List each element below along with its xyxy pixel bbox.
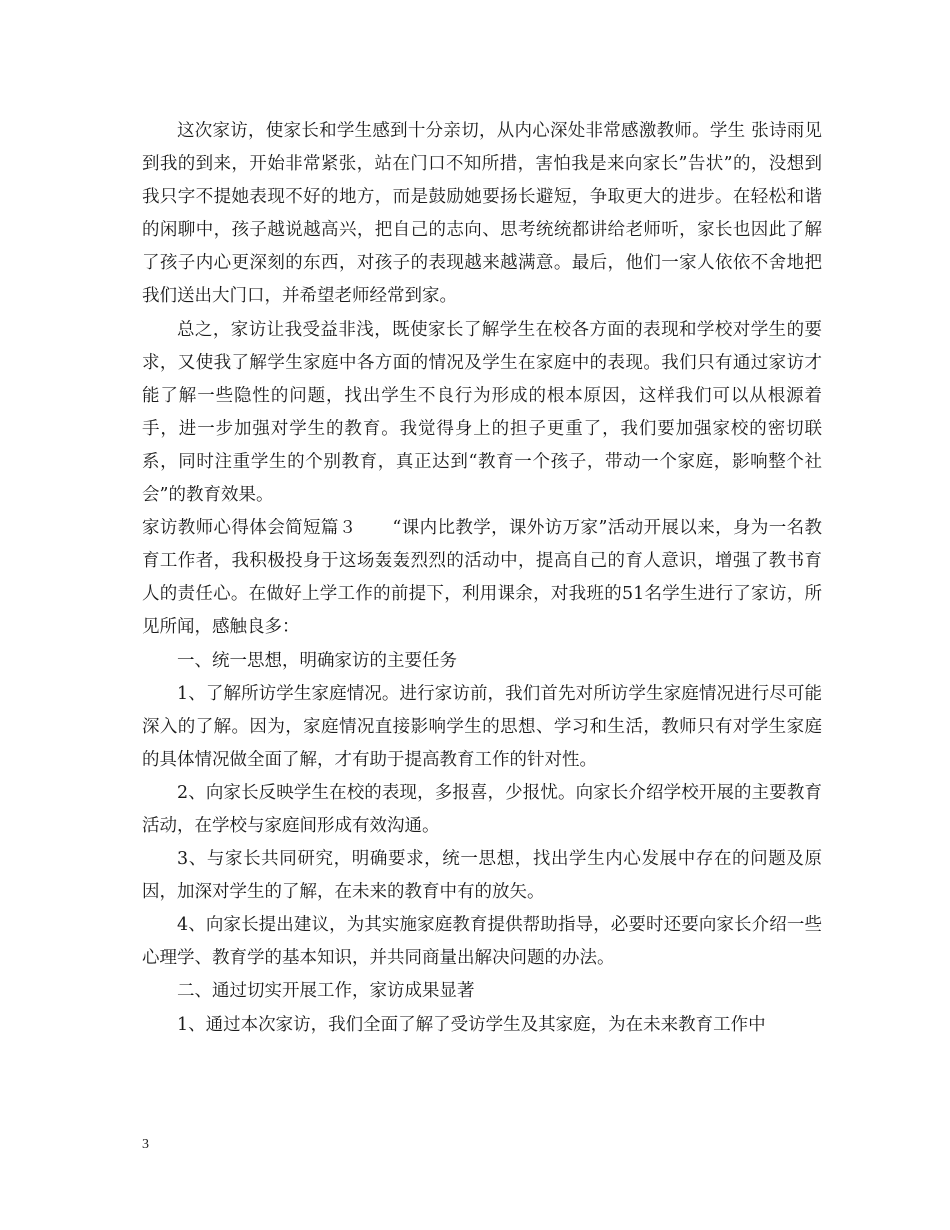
paragraph-item-2: 2、向家长反映学生在校的表现，多报喜，少报忧。向家长介绍学校开展的主要教育活动，在学校与家庭间形成有效沟通。 <box>142 782 822 836</box>
paragraph-results-1: 1、通过本次家访，我们全面了解了受访学生及其家庭，为在未来教育工作中 <box>177 1014 766 1035</box>
page-number: 3 <box>142 1137 149 1152</box>
section-heading-1: 一、统一思想，明确家访的主要任务 <box>177 650 457 671</box>
paragraph-item-4: 4、向家长提出建议，为其实施家庭教育提供帮助指导，必要时还要向家长介绍一些心理学、教育学的基本知识，并共同商量出解决问题的办法。 <box>142 915 822 969</box>
paragraph-section-3-intro: 家访教师心得体会简短篇３ “课内比教学，课外访万家”活动开展以来，身为一名教育工作者，我积极投身于这场轰轰烈烈的活动中，提高自己的育人意识，增强了教书育人的责任心。在做好上学工作的前提下，利用课余，对我班的51名学生进行了家访，所见所闻，感触良多： <box>142 518 822 638</box>
section-heading-2: 二、通过切实开展工作，家访成果显著 <box>177 981 475 1002</box>
paragraph-item-1: 1、了解所访学生家庭情况。进行家访前，我们首先对所访学生家庭情况进行尽可能深入的了解。因为，家庭情况直接影响学生的思想、学习和生活，教师只有对学生家庭的具体情况做全面了解，才有助于提高教育工作的针对性。 <box>142 683 822 770</box>
paragraph-summary: 总之，家访让我受益非浅，既使家长了解学生在校各方面的表现和学校对学生的要求，又使我了解学生家庭中各方面的情况及学生在家庭中的表现。我们只有通过家访才能了解一些隐性的问题，找出学生不良行为形成的根本原因，这样我们可以从根源着手，进一步加强对学生的教育。我觉得身上的担子更重了，我们要加强家校的密切联系，同时注重学生的个别教育，真正达到“教育一个孩子，带动一个家庭，影响整个社会”的教育效果。 <box>142 319 822 506</box>
paragraph-item-3: 3、与家长共同研究，明确要求，统一思想，找出学生内心发展中存在的问题及原因，加深对学生的了解，在未来的教育中有的放矢。 <box>142 849 822 903</box>
paragraph-home-visit-impression: 这次家访，使家长和学生感到十分亲切，从内心深处非常感激教师。学生 张诗雨见到我的到来，开始非常紧张，站在门口不知所措，害怕我是来向家长”告状”的，没想到我只字不提她表现不好的地方，而是鼓励她要扬长避短，争取更大的进步。在轻松和谐的闲聊中，孩子越说越高兴，把自己的志向、思考统统都讲给老师听，家长也因此了解了孩子内心更深刻的东西，对孩子的表现越来越满意。最后，他们一家人依依不舍地把我们送出大门口，并希望老师经常到家。 <box>142 121 822 307</box>
document-body <box>142 115 822 1042</box>
